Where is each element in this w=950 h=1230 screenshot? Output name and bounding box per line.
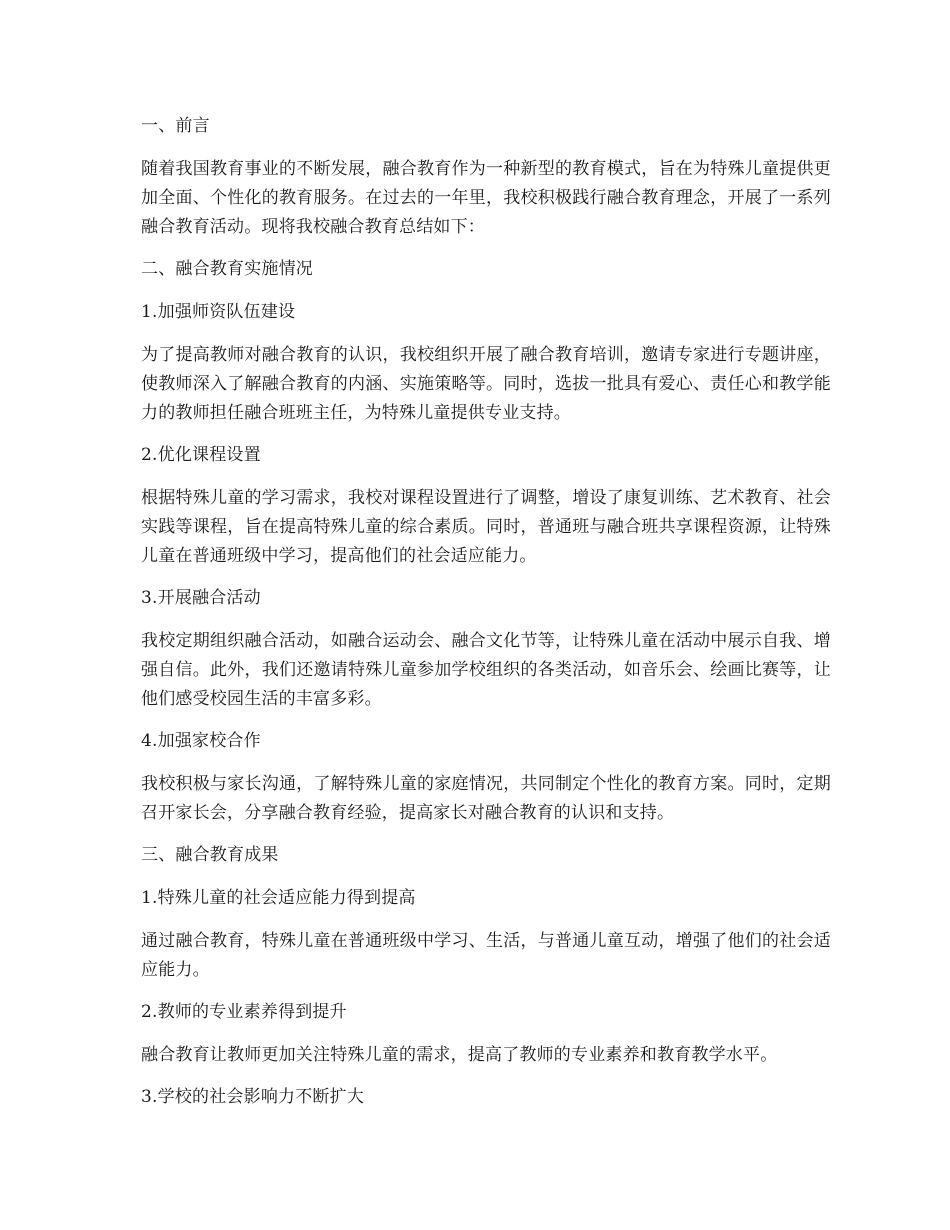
subheading-social-adaptation: 1.特殊儿童的社会适应能力得到提高	[141, 888, 416, 908]
paragraph-intro: 随着我国教育事业的不断发展，融合教育作为一种新型的教育模式，旨在为特殊儿童提供更加全面、个性化的教育服务。在过去的一年里，我校积极践行融合教育理念，开展了一系列融合教育活动。现将我校融合教育总结如下：	[141, 159, 831, 237]
paragraph-teacher-quality: 融合教育让教师更加关注特殊儿童的需求，提高了教师的专业素养和教育教学水平。	[141, 1045, 778, 1065]
paragraph-social-adaptation: 通过融合教育，特殊儿童在普通班级中学习、生活，与普通儿童互动，增强了他们的社会适应能力。	[141, 931, 831, 980]
subheading-school-influence: 3.学校的社会影响力不断扩大	[141, 1087, 365, 1107]
section-heading-intro: 一、前言	[141, 116, 210, 136]
subheading-teacher-quality: 2.教师的专业素养得到提升	[141, 1002, 347, 1022]
paragraph-teacher-team: 为了提高教师对融合教育的认识，我校组织开展了融合教育培训，邀请专家进行专题讲座，使教师深入了解融合教育的内涵、实施策略等。同时，选拔一批具有爱心、责任心和教学能力的教师担任融合班班主任，为特殊儿童提供专业支持。	[141, 345, 831, 423]
section-heading-results: 三、融合教育成果	[141, 845, 279, 865]
paragraph-activities: 我校定期组织融合活动，如融合运动会、融合文化节等，让特殊儿童在活动中展示自我、增强自信。此外，我们还邀请特殊儿童参加学校组织的各类活动，如音乐会、绘画比赛等，让他们感受校园生活的丰富多彩。	[141, 631, 831, 709]
subheading-curriculum: 2.优化课程设置	[141, 445, 261, 465]
subheading-teacher-team: 1.加强师资队伍建设	[141, 302, 296, 322]
paragraph-home-school: 我校积极与家长沟通，了解特殊儿童的家庭情况，共同制定个性化的教育方案。同时，定期召开家长会，分享融合教育经验，提高家长对融合教育的认识和支持。	[141, 774, 831, 823]
document-page	[141, 112, 831, 1126]
paragraph-curriculum: 根据特殊儿童的学习需求，我校对课程设置进行了调整，增设了康复训练、艺术教育、社会实践等课程，旨在提高特殊儿童的综合素质。同时，普通班与融合班共享课程资源，让特殊儿童在普通班级中学习，提高他们的社会适应能力。	[141, 488, 831, 566]
subheading-activities: 3.开展融合活动	[141, 588, 261, 608]
section-heading-implementation: 二、融合教育实施情况	[141, 259, 313, 279]
subheading-home-school: 4.加强家校合作	[141, 731, 261, 751]
